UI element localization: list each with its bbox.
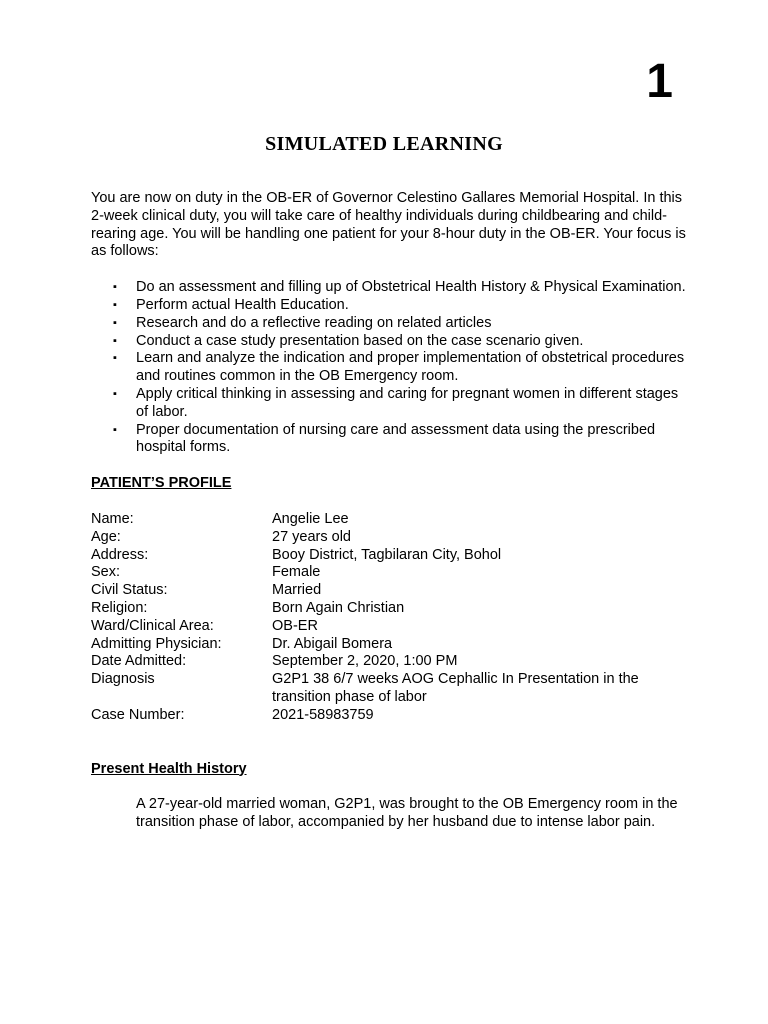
bullet-icon: ▪ xyxy=(113,423,117,436)
profile-row-sex xyxy=(91,564,687,582)
focus-item-text: Perform actual Health Education. xyxy=(136,296,349,313)
profile-label: Religion: xyxy=(91,599,148,616)
intro-paragraph: You are now on duty in the OB-ER of Governor Celestino Gallares Memorial Hospital. In this 2-week clinical duty, you will take care of healthy individuals during childbearing and child-rearing age. You will be handling one patient for your 8-hour duty in the OB-ER. Your focus is as follows: xyxy=(91,190,686,260)
focus-item-text: Conduct a case study presentation based on the case scenario given. xyxy=(136,332,584,349)
history-paragraph: A 27-year-old married woman, G2P1, was brought to the OB Emergency room in the transition phase of labor, accompanied by her husband due to intense labor pain. xyxy=(136,796,678,831)
profile-value: Female xyxy=(272,564,321,581)
bullet-icon: ▪ xyxy=(113,387,117,400)
profile-row-name xyxy=(91,511,687,529)
profile-row-civil-status xyxy=(91,582,687,600)
profile-value: OB-ER xyxy=(272,617,318,634)
profile-row-case-number xyxy=(91,707,687,725)
profile-value: Booy District, Tagbilaran City, Bohol xyxy=(272,546,502,563)
profile-row-diagnosis xyxy=(91,671,687,707)
profile-label: Ward/Clinical Area: xyxy=(91,617,214,634)
focus-item-text: Do an assessment and filling up of Obstetrical Health History & Physical Examination. xyxy=(136,279,686,296)
profile-label: Case Number: xyxy=(91,706,185,723)
bullet-icon: ▪ xyxy=(113,352,117,365)
focus-list xyxy=(91,279,687,457)
profile-value: Born Again Christian xyxy=(272,599,405,616)
profile-value: 2021-58983759 xyxy=(272,706,374,723)
profile-row-date-admitted xyxy=(91,653,687,671)
bullet-icon: ▪ xyxy=(113,298,117,311)
history-heading: Present Health History xyxy=(91,760,247,777)
focus-item xyxy=(91,350,687,386)
profile-value: Married xyxy=(272,582,322,599)
focus-item xyxy=(91,422,687,458)
profile-value: 27 years old xyxy=(272,528,351,545)
profile-row-ward xyxy=(91,618,687,636)
profile-label: Date Admitted: xyxy=(91,653,187,670)
focus-item xyxy=(91,297,687,315)
profile-row-physician xyxy=(91,636,687,654)
profile-label: Address: xyxy=(91,546,149,563)
profile-label: Name: xyxy=(91,510,134,527)
profile-value: Angelie Lee xyxy=(272,510,349,527)
focus-item-text: Research and do a reflective reading on related articles xyxy=(136,314,492,331)
profile-label: Admitting Physician: xyxy=(91,635,222,652)
page-number: 1 xyxy=(646,55,673,108)
profile-row-religion xyxy=(91,600,687,618)
profile-row-address xyxy=(91,547,687,565)
bullet-icon: ▪ xyxy=(113,334,117,347)
profile-label: Diagnosis xyxy=(91,671,155,688)
bullet-icon: ▪ xyxy=(113,281,117,294)
focus-item-text: Learn and analyze the indication and proper implementation of obstetrical procedures and routines common in the OB Emergency room. xyxy=(136,350,685,385)
bullet-icon: ▪ xyxy=(113,316,117,329)
profile-value: Dr. Abigail Bomera xyxy=(272,635,393,652)
focus-item-text: Proper documentation of nursing care and assessment data using the prescribed hospital forms. xyxy=(136,421,656,456)
profile-heading: PATIENT’S PROFILE xyxy=(91,475,232,492)
patient-profile xyxy=(91,511,687,725)
focus-item xyxy=(91,279,687,297)
profile-label: Age: xyxy=(91,528,121,545)
profile-label: Civil Status: xyxy=(91,582,168,599)
focus-item xyxy=(91,386,687,422)
profile-value: G2P1 38 6/7 weeks AOG Cephallic In Presentation in the transition phase of labor xyxy=(272,671,639,705)
document-body xyxy=(91,190,687,832)
focus-item-text: Apply critical thinking in assessing and caring for pregnant women in different stages of labor. xyxy=(136,385,679,420)
focus-item xyxy=(91,315,687,333)
profile-row-age xyxy=(91,529,687,547)
focus-item xyxy=(91,333,687,351)
profile-label: Sex: xyxy=(91,564,121,581)
document-title: SIMULATED LEARNING xyxy=(265,133,503,155)
profile-value: September 2, 2020, 1:00 PM xyxy=(272,653,458,670)
